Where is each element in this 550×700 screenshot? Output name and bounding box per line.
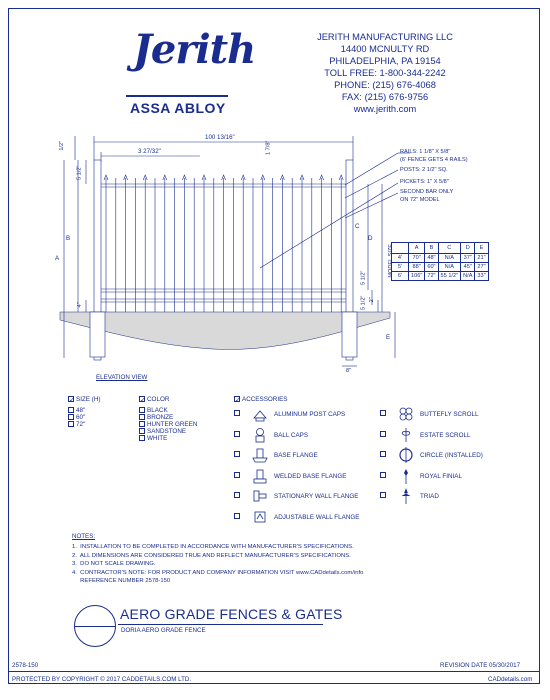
stationary-wall-flange-icon — [252, 488, 268, 504]
accessory-option[interactable] — [234, 447, 374, 468]
dim-right-2: 2" — [368, 297, 375, 303]
size-table-model: 5' — [392, 263, 409, 272]
company-tollfree: TOLL FREE: 1-800-344-2242 — [324, 68, 446, 78]
accessory-label: ROYAL FINIAL — [420, 472, 462, 480]
accessory-label: BALL CAPS — [274, 431, 309, 439]
size-table-row — [392, 263, 489, 272]
color-checkbox[interactable] — [139, 421, 145, 427]
accessory-checkbox[interactable] — [380, 451, 386, 457]
dim-left-top: 5 1/2" — [76, 165, 83, 181]
model-size-table — [389, 242, 489, 281]
dim-post: 8" — [346, 368, 352, 374]
size-table-grid — [388, 242, 489, 281]
color-option[interactable] — [139, 414, 197, 421]
accessories-right-list — [380, 406, 520, 509]
letter-d: D — [368, 235, 373, 242]
size-table-cell: 60" — [425, 263, 438, 272]
base-flange-icon — [252, 447, 268, 463]
accessory-label: WELDED BASE FLANGE — [274, 472, 347, 480]
color-label: BLACK — [147, 407, 168, 414]
accessory-label: CIRCLE (INSTALLED) — [420, 452, 483, 459]
accessory-checkbox[interactable] — [380, 410, 386, 416]
size-option[interactable] — [68, 407, 85, 414]
size-table-cell: 45" — [461, 263, 475, 272]
title-block-circle — [74, 605, 116, 647]
accessory-label: BUTTEFLY SCROLL — [420, 411, 479, 418]
revision-date: REVISION DATE 05/30/2017 — [440, 662, 521, 669]
drawing-title: AERO GRADE FENCES & GATES — [120, 606, 343, 622]
note-item: 3. DO NOT SCALE DRAWING. — [72, 561, 156, 568]
size-table-cell: 27" — [475, 263, 488, 272]
size-table-cell: 21" — [475, 254, 488, 263]
accessory-option[interactable] — [380, 406, 520, 427]
size-checkbox[interactable] — [68, 421, 74, 427]
accessory-label: TRIAD — [420, 493, 439, 500]
color-heading: ✓ COLOR — [140, 396, 170, 405]
color-label: WHITE — [147, 435, 168, 442]
caddetails-link[interactable]: CADdetails.com — [488, 676, 533, 683]
size-table-cell: 33" — [475, 272, 488, 281]
elevation-view-label: ELEVATION VIEW — [96, 374, 148, 381]
size-checkbox[interactable] — [68, 407, 74, 413]
accessory-checkbox[interactable] — [380, 472, 386, 478]
size-table-cell: N/A — [438, 254, 461, 263]
color-checkbox[interactable] — [139, 414, 145, 420]
royal-finial-icon — [398, 468, 414, 484]
triad-icon — [398, 488, 414, 504]
letter-b: B — [66, 235, 71, 242]
accessory-label: ALUMINUM POST CAPS — [274, 411, 346, 418]
callout-rails: RAILS: 1 1/8" X 5/8" — [400, 149, 451, 155]
callout-posts: POSTS: 2 1/2" SQ. — [400, 167, 448, 173]
note-item: 1. INSTALLATION TO BE COMPLETED IN ACCORDANCE WITH MANUFACTURER'S SPECIFICATIONS. — [72, 544, 354, 551]
accessory-option[interactable] — [234, 468, 374, 489]
accessory-option[interactable] — [380, 427, 520, 448]
size-table-cell: N/A — [438, 263, 461, 272]
accessory-label: ESTATE SCROLL — [420, 431, 471, 439]
letter-e: E — [386, 334, 391, 341]
color-option[interactable] — [139, 421, 197, 428]
callout-pickets: PICKETS: 1" X 5/8" — [400, 179, 449, 185]
size-table-header: D — [461, 243, 475, 254]
circle-icon — [398, 447, 414, 463]
accessory-checkbox[interactable] — [234, 451, 240, 457]
welded-base-flange-icon — [252, 468, 268, 484]
color-checkbox[interactable] — [139, 435, 145, 441]
accessory-option[interactable] — [380, 468, 520, 489]
size-table-header: B — [425, 243, 438, 254]
adjustable-wall-flange-icon — [252, 509, 268, 525]
accessories-checkbox[interactable]: ✓ — [235, 397, 241, 405]
size-table-row — [392, 272, 489, 281]
size-table-model: 6' — [392, 272, 409, 281]
accessory-label: ADJUSTABLE WALL FLANGE — [274, 513, 360, 521]
accessory-option[interactable] — [380, 488, 520, 509]
size-option[interactable] — [68, 414, 85, 421]
size-table-cell: 37" — [461, 254, 475, 263]
size-table-header: A — [409, 243, 425, 254]
color-label: SANDSTONE — [147, 428, 187, 435]
accessory-checkbox[interactable] — [234, 410, 240, 416]
dim-left-bottom: 4" — [76, 302, 83, 308]
company-address2: PHILADELPHIA, PA 19154 — [329, 56, 441, 66]
size-table-cell: N/A — [461, 272, 475, 281]
size-table-row — [392, 254, 489, 263]
accessory-checkbox[interactable] — [234, 492, 240, 498]
size-table-header: C — [438, 243, 461, 254]
dim-right-low: 5 1/2" — [360, 295, 367, 311]
company-fax: FAX: (215) 676-9756 — [341, 92, 429, 102]
accessory-checkbox[interactable] — [234, 431, 240, 437]
jerith-logo: Jerith — [133, 26, 256, 73]
color-checkbox[interactable]: ✓ — [140, 397, 146, 405]
color-option[interactable] — [139, 428, 197, 435]
accessory-option[interactable] — [380, 447, 520, 468]
size-checkbox[interactable] — [68, 414, 74, 420]
estate-scroll-icon — [398, 427, 414, 443]
letter-c: C — [355, 223, 360, 230]
butterfly-scroll-icon — [398, 406, 414, 422]
notes-title: NOTES: — [72, 533, 96, 540]
note-item: 2. ALL DIMENSIONS ARE CONSIDERED TRUE AND REFLECT MANUFACTURER'S SPECIFICATIONS. — [72, 552, 351, 559]
size-label: 72" — [76, 421, 86, 428]
dim-width: 100 13/16" — [205, 134, 235, 141]
model-size-label: MODEL SIZE — [388, 243, 395, 278]
size-label: 60" — [76, 414, 86, 421]
color-label: BRONZE — [147, 414, 174, 421]
accessory-option[interactable] — [234, 509, 374, 530]
company-phone: PHONE: (215) 676-4068 — [334, 80, 436, 90]
size-table-cell: 106" — [409, 272, 425, 281]
color-option[interactable] — [139, 435, 197, 442]
size-heading: ✓ SIZE (H) — [69, 396, 101, 405]
company-website[interactable]: www.jerith.com — [353, 104, 417, 114]
size-table-cell: 88" — [409, 263, 425, 272]
ball-cap-icon — [252, 427, 268, 443]
drawing-subtitle: DORIA AERO GRADE FENCE — [121, 627, 206, 634]
company-address1: 14400 MCNULTY RD — [340, 44, 430, 54]
dim-top: 1 7/8" — [265, 140, 272, 156]
assa-abloy-logo: ASSA ABLOY — [130, 100, 226, 116]
accessory-checkbox[interactable] — [380, 431, 386, 437]
accessory-checkbox[interactable] — [380, 492, 386, 498]
size-table-cell: 70" — [409, 254, 425, 263]
size-table-cell: 48" — [425, 254, 438, 263]
reference-number: 2578-150 — [12, 662, 39, 669]
size-checkbox[interactable]: ✓ — [69, 397, 75, 405]
color-label: HUNTER GREEN — [147, 421, 198, 428]
footer-divider — [8, 671, 540, 672]
copyright-notice: PROTECTED BY COPYRIGHT © 2017 CADDETAILS.COM LTD. — [12, 676, 192, 683]
company-name: JERITH MANUFACTURING LLC — [317, 32, 453, 42]
accessory-option[interactable] — [234, 406, 374, 427]
color-checkbox[interactable] — [139, 428, 145, 434]
dim-half: 1/2" — [59, 140, 66, 151]
size-label: 48" — [76, 407, 86, 414]
callout-second-bar: SECOND BAR ONLY — [400, 189, 454, 195]
size-options — [68, 407, 85, 428]
accessory-option[interactable] — [234, 427, 374, 448]
accessory-label: BASE FLANGE — [274, 452, 318, 459]
color-option[interactable] — [139, 407, 197, 414]
notes-list — [72, 543, 363, 586]
size-table-header: E — [475, 243, 488, 254]
notes-block — [72, 534, 363, 586]
color-options — [139, 407, 197, 442]
accessories-left-list — [234, 406, 374, 529]
letter-a: A — [55, 255, 60, 262]
callout-second-bar-note: ON 72" MODEL — [400, 197, 440, 203]
accessories-heading: ✓ ACCESSORIES — [235, 396, 288, 405]
note-item: REFERENCE NUMBER 2578-150 — [72, 578, 171, 585]
accessory-checkbox[interactable] — [234, 513, 240, 519]
dim-right-mid: 5 1/2" — [360, 270, 367, 286]
post-cap-icon — [252, 406, 268, 422]
note-item: 4. CONTRACTOR'S NOTE: FOR PRODUCT AND COMPANY INFORMATION VISIT www.CADdetails.com/info — [72, 569, 364, 576]
accessory-checkbox[interactable] — [234, 472, 240, 478]
size-table-model: 4' — [392, 254, 409, 263]
accessory-label: STATIONARY WALL FLANGE — [274, 493, 359, 500]
dim-spacing: 3 27/32" — [138, 148, 161, 155]
size-table-cell: 72" — [425, 272, 438, 281]
color-checkbox[interactable] — [139, 407, 145, 413]
size-table-cell: 55 1/2" — [438, 272, 461, 281]
accessory-option[interactable] — [234, 488, 374, 509]
size-option[interactable] — [68, 421, 85, 428]
callout-rails-note: (6' FENCE GETS 4 RAILS) — [400, 157, 468, 163]
title-underline — [118, 624, 323, 625]
